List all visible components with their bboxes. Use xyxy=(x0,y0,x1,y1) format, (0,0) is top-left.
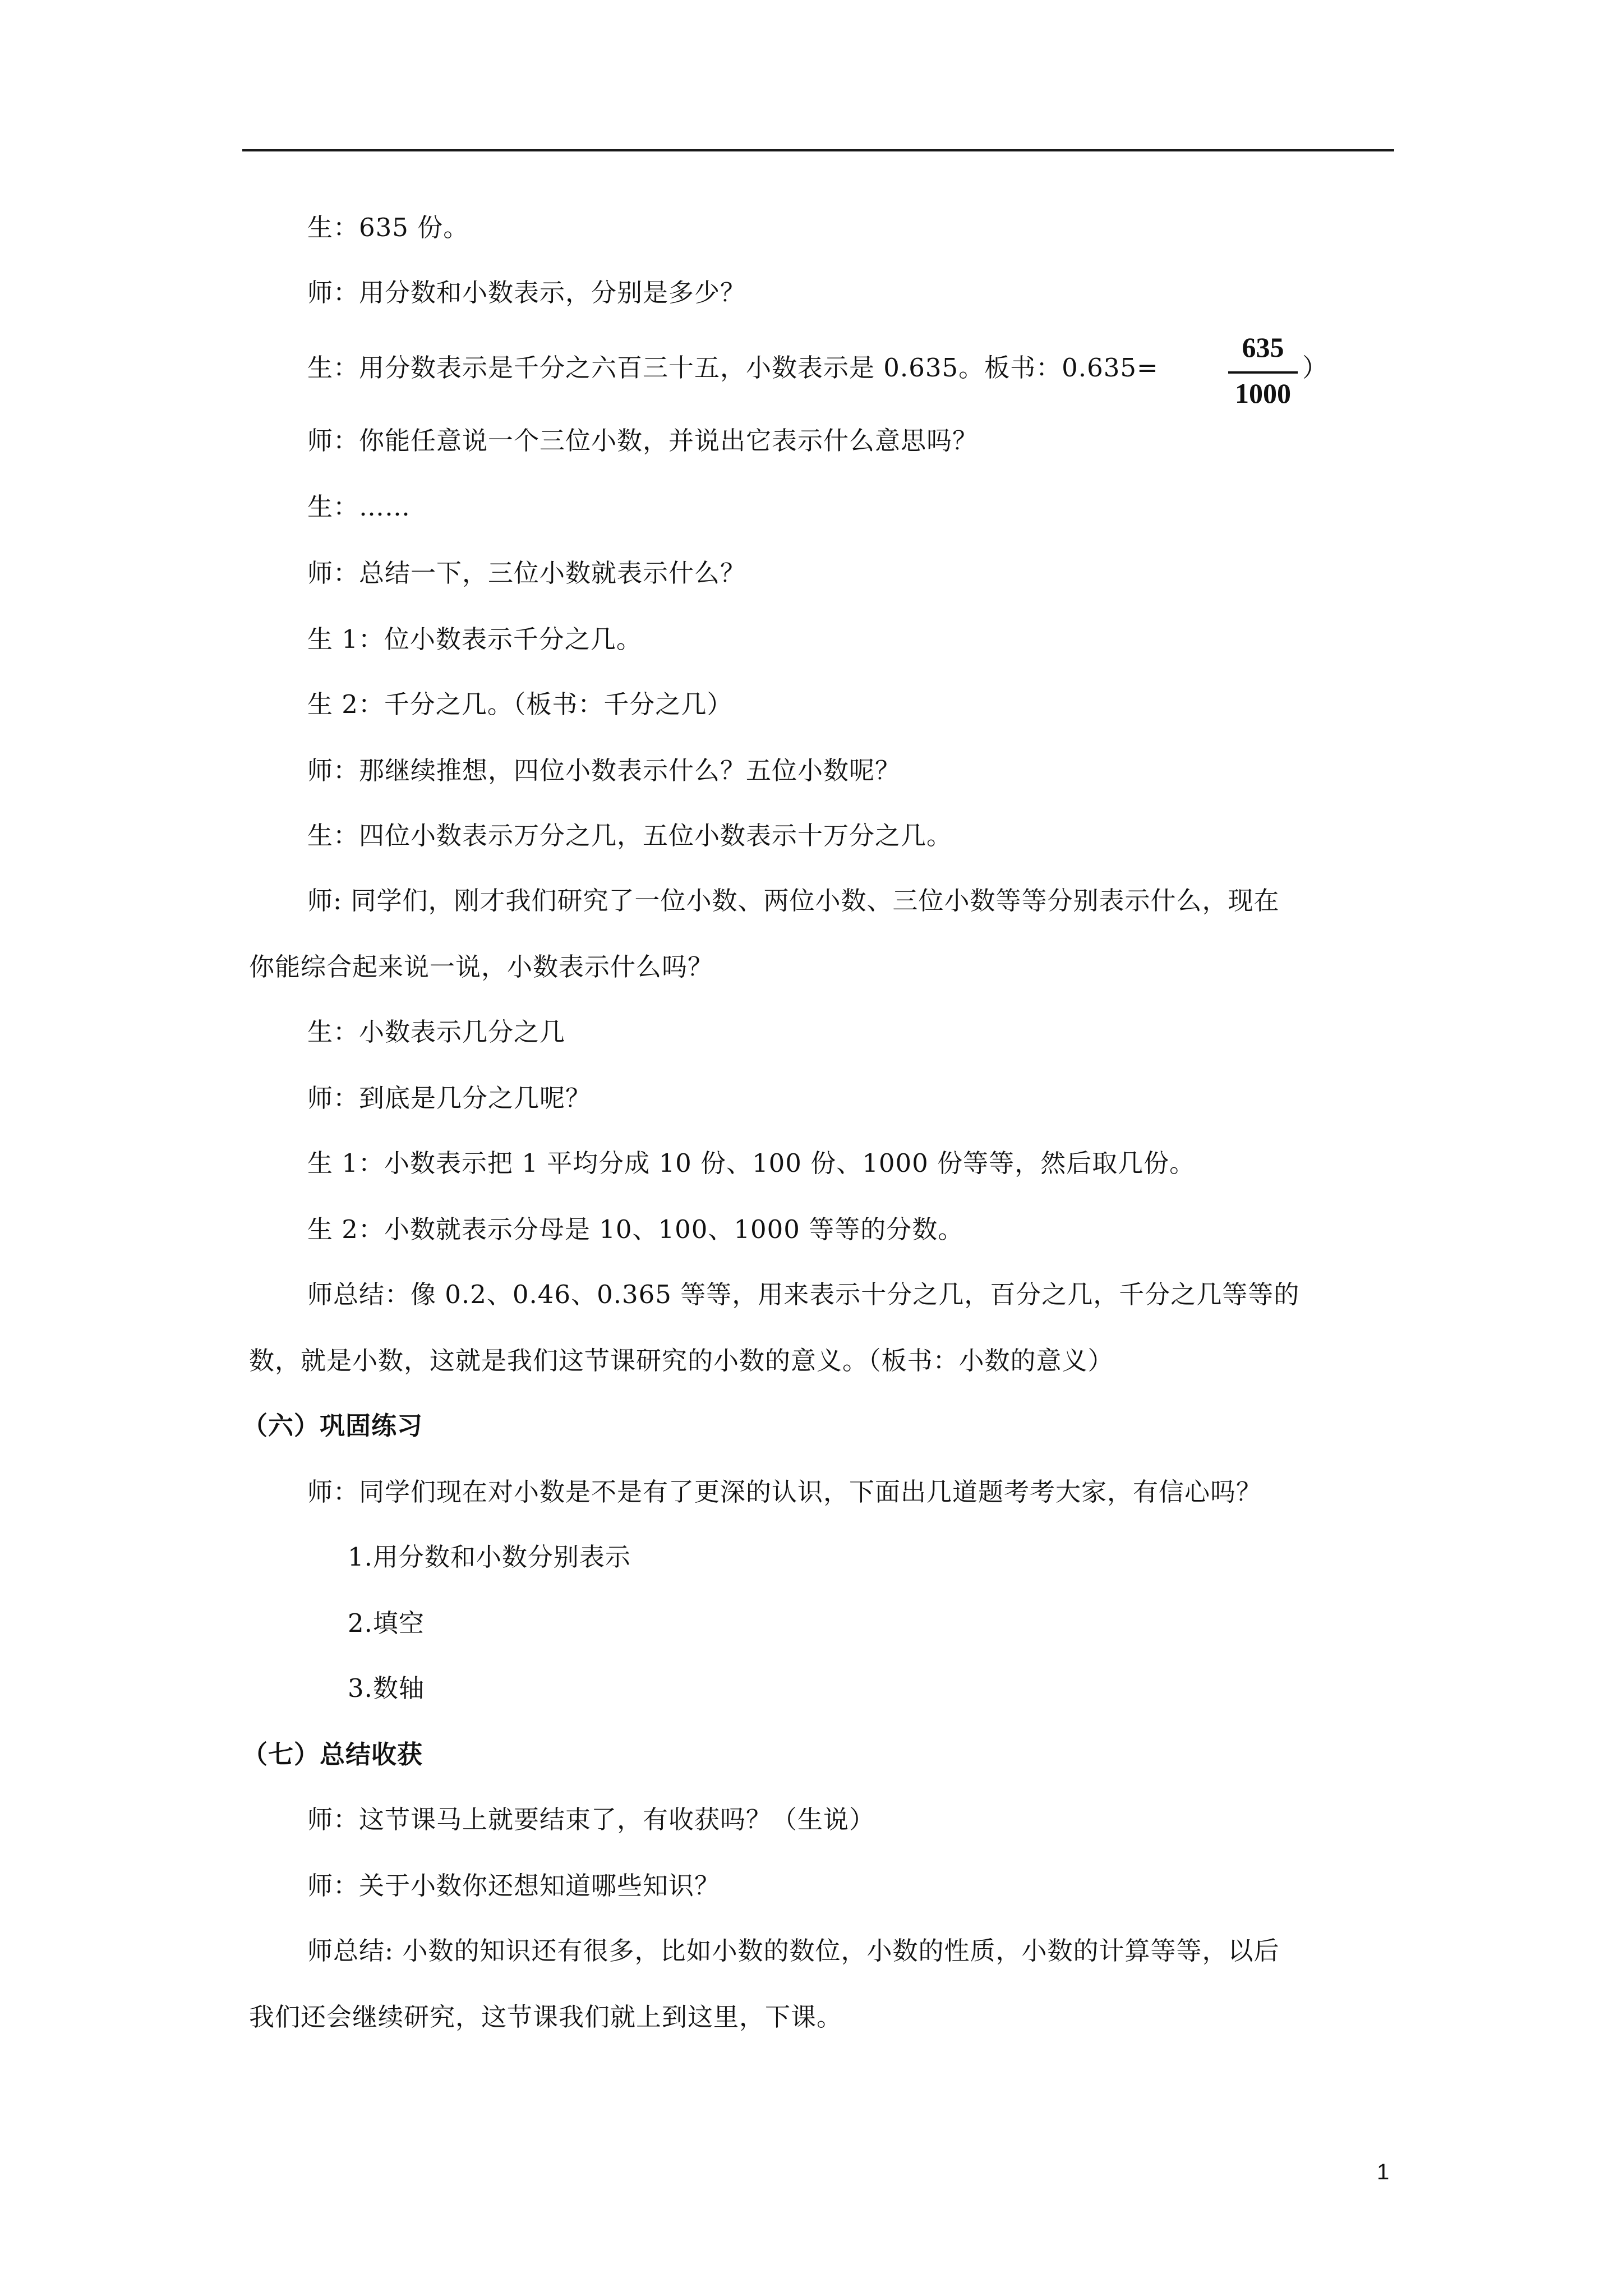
text-line: 师：这节课马上就要结束了，有收获吗？（生说） xyxy=(307,1805,875,1834)
text-line: 生 2：千分之几。（板书：千分之几） xyxy=(307,689,733,719)
page-number: 1 xyxy=(1377,2160,1390,2184)
text-line: 生：…… xyxy=(307,492,411,522)
text-line: 师总结: 小数的知识还有很多，比如小数的数位，小数的性质，小数的计算等等，以后 xyxy=(307,1936,1280,1966)
text-line: 师：用分数和小数表示，分别是多少？ xyxy=(307,278,746,307)
text-line: 师：同学们现在对小数是不是有了更深的认识，下面出几道题考考大家，有信心吗？ xyxy=(307,1477,1262,1507)
fraction-numerator: 635 xyxy=(1242,332,1284,363)
text-line: 生：635 份。 xyxy=(307,213,469,242)
header-rule xyxy=(242,149,1394,151)
fraction-bar xyxy=(1228,371,1298,374)
list-item: 2.填空 xyxy=(348,1608,425,1638)
text-line: 生 1：位小数表示千分之几。 xyxy=(307,624,642,654)
text-line: 师：总结一下，三位小数就表示什么？ xyxy=(307,558,746,588)
text-line: 你能综合起来说一说，小数表示什么吗？ xyxy=(249,952,714,982)
text-line: 生 2：小数就表示分母是 10、100、1000 等等的分数。 xyxy=(307,1214,964,1244)
list-item: 1.用分数和小数分别表示 xyxy=(348,1542,631,1572)
text-line: 师：到底是几分之几呢？ xyxy=(307,1083,592,1113)
text-line: 师：你能任意说一个三位小数，并说出它表示什么意思吗？ xyxy=(307,426,979,455)
text-line: 师：那继续推想，四位小数表示什么？五位小数呢？ xyxy=(307,756,901,785)
text-line: 师总结：像 0.2、0.46、0.365 等等，用来表示十分之几，百分之几，千分之几等等的 xyxy=(307,1280,1300,1309)
text-line: 生 1：小数表示把 1 平均分成 10 份、100 份、1000 份等等，然后取几份。 xyxy=(307,1148,1196,1178)
text-line: 我们还会继续研究，这节课我们就上到这里，下课。 xyxy=(249,2002,843,2032)
section-heading: （七）总结收获 xyxy=(242,1740,423,1769)
text-line: 师: 同学们，刚才我们研究了一位小数、两位小数、三位小数等等分别表示什么，现在 xyxy=(307,886,1280,915)
text-line: 数，就是小数，这就是我们这节课研究的小数的意义。（板书：小数的意义） xyxy=(249,1346,1114,1375)
section-heading: （六）巩固练习 xyxy=(242,1411,423,1441)
text-line: 生：用分数表示是千分之六百三十五，小数表示是 0.635。板书：0.635= xyxy=(307,353,1159,383)
text-line: 生：小数表示几分之几 xyxy=(307,1017,566,1047)
closing-paren: ） xyxy=(1302,353,1328,383)
text-line: 师：关于小数你还想知道哪些知识？ xyxy=(307,1871,721,1901)
fraction-denominator: 1000 xyxy=(1235,378,1291,409)
text-line: 生：四位小数表示万分之几，五位小数表示十万分之几。 xyxy=(307,821,953,850)
list-item: 3.数轴 xyxy=(348,1673,425,1703)
